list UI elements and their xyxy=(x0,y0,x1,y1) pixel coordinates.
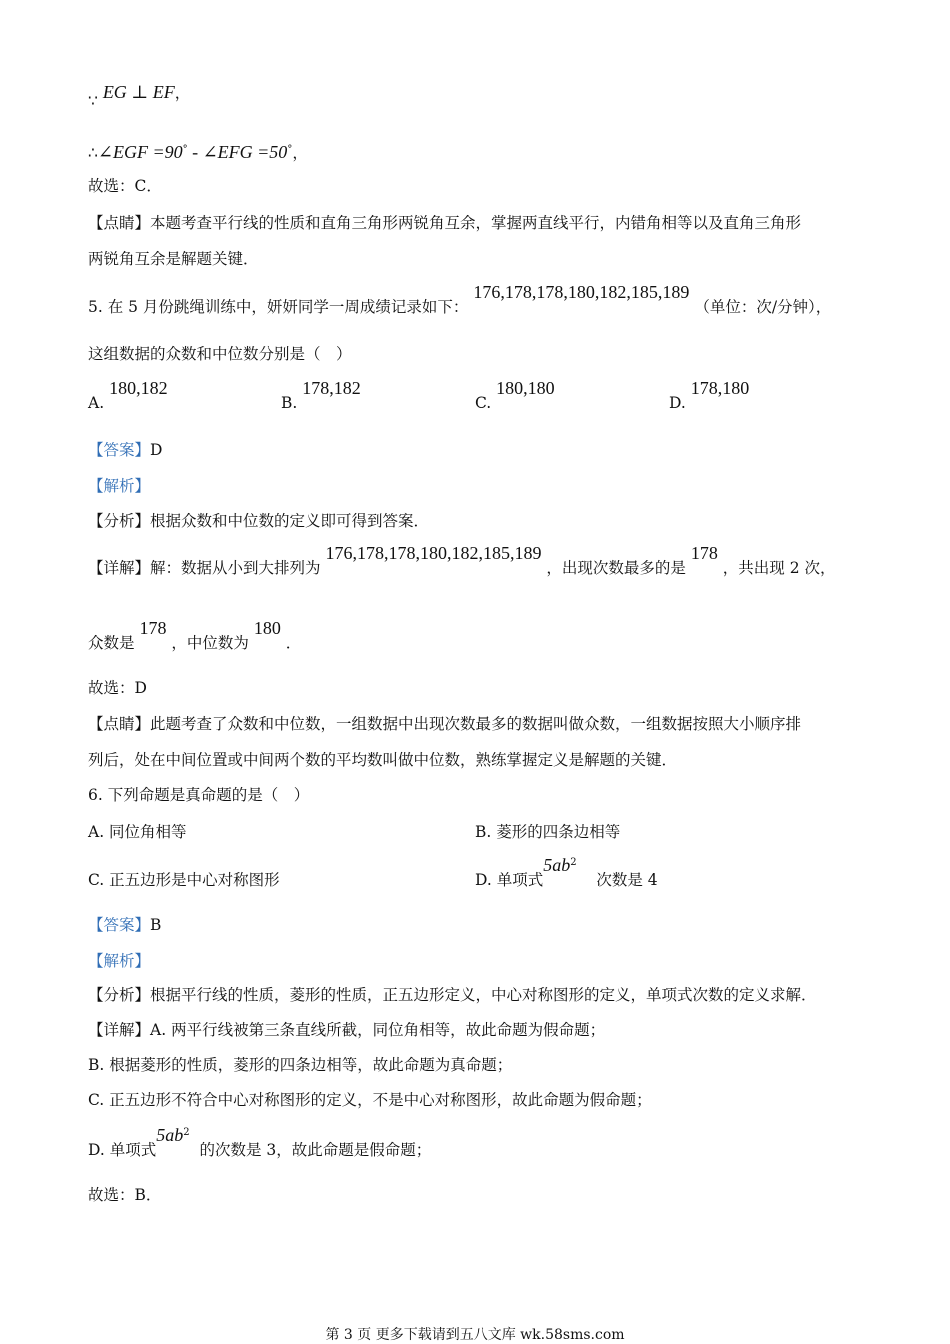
q5-stem-c: 这组数据的众数和中位数分别是（ ） xyxy=(88,345,352,363)
option-label: A. xyxy=(88,394,105,412)
option-text-b: 次数是 4 xyxy=(596,871,658,889)
dianjing-1-line-b: 两锐角互余是解题关键． xyxy=(88,250,259,268)
q5-unit: （单位：次/分钟）， xyxy=(694,298,832,316)
angle-expression-a: ∠EGF =90 xyxy=(97,142,183,163)
q6-fenxi xyxy=(88,985,817,1005)
fenxi-text: 根据平行线的性质，菱形的性质，正五边形定义，中心对称图形的定义，单项式次数的定义求解． xyxy=(150,986,817,1004)
xiangjie-tag: 【详解】 xyxy=(88,559,151,577)
option-value: 180,182 xyxy=(109,378,168,398)
option-label: D. xyxy=(669,394,686,412)
q6-line-c: C. 正五边形不符合中心对称图形的定义，不是中心对称图形，故此命题为假命题； xyxy=(88,1091,652,1109)
degree-sign: ° xyxy=(287,144,293,155)
q5-choose: 故选：D xyxy=(88,679,147,697)
q5-mode-median xyxy=(88,618,302,653)
degree-sign: ° xyxy=(182,144,188,155)
mode-label: 众数是 xyxy=(88,634,135,652)
xiangjie-text: 解：数据从小到大排列为 xyxy=(150,559,321,577)
comma: ， xyxy=(174,84,191,102)
monomial-exponent: 2 xyxy=(570,856,577,868)
median-label: ，中位数为 xyxy=(171,634,249,652)
dianjing-tag: 【点睛】 xyxy=(88,715,151,733)
line-d-text: D. 单项式 xyxy=(88,1141,157,1160)
dianjing-1-line-a xyxy=(88,213,801,233)
q5-option-d[interactable] xyxy=(669,378,750,413)
q5-option-a[interactable] xyxy=(88,378,168,413)
dianjing-tag: 【点睛】 xyxy=(88,214,151,232)
because-line xyxy=(88,82,191,110)
therefore-symbol: ∴ xyxy=(88,144,98,163)
q6-option-c[interactable]: C. 正五边形是中心对称图形 xyxy=(88,871,280,889)
q6-option-b[interactable]: B. 菱形的四条边相等 xyxy=(475,823,621,841)
xiangjie-text-c: ，共出现 2 次， xyxy=(722,559,836,577)
q5-option-b[interactable] xyxy=(281,378,361,413)
option-label: C. xyxy=(475,394,492,412)
q5-xiangjie xyxy=(88,543,836,578)
xiangjie-data: 176,178,178,180,182,185,189 xyxy=(325,543,542,563)
q5-data: 176,178,178,180,182,185,189 xyxy=(473,282,690,302)
answer-value: B xyxy=(150,916,162,934)
q5-jiexi: 【解析】 xyxy=(88,477,151,495)
q5-option-c[interactable] xyxy=(475,378,555,413)
q5-answer xyxy=(88,440,162,460)
option-value: 180,180 xyxy=(496,378,555,398)
xiangjie-text-b: ，出现次数最多的是 xyxy=(546,559,686,577)
monomial: 5ab xyxy=(156,1125,184,1146)
fenxi-tag: 【分析】 xyxy=(88,512,151,530)
period: ． xyxy=(285,634,302,652)
option-text: D. 单项式 xyxy=(475,871,544,889)
q6-line-d xyxy=(88,1125,432,1160)
mode-value: 178 xyxy=(139,618,167,638)
choose-c: 故选：C． xyxy=(88,177,162,195)
q6-jiexi: 【解析】 xyxy=(88,952,151,970)
option-value: 178,180 xyxy=(690,378,750,398)
comma: ， xyxy=(292,144,308,163)
fenxi-text: 根据众数和中位数的定义即可得到答案． xyxy=(150,512,430,530)
q6-stem: 6. 下列命题是真命题的是（ ） xyxy=(88,786,310,804)
because-symbol: ∵ xyxy=(88,92,98,110)
fenxi-tag: 【分析】 xyxy=(88,986,151,1004)
q5-stem-text: 5. 在 5 月份跳绳训练中，妍妍同学一周成绩记录如下： xyxy=(88,298,469,316)
option-value: 178,182 xyxy=(302,378,361,398)
xiangjie-text: A. 两平行线被第三条直线所截，同位角相等，故此命题为假命题； xyxy=(150,1021,606,1039)
q5-fenxi xyxy=(88,511,429,531)
dianjing-text: 本题考查平行线的性质和直角三角形两锐角互余，掌握两直线平行，内错角相等以及直角三角形 xyxy=(150,214,802,232)
q6-choose: 故选：B． xyxy=(88,1186,162,1204)
angle-expression-b: ∠EFG =50 xyxy=(202,142,288,163)
xiangjie-tag: 【详解】 xyxy=(88,1021,151,1039)
q6-xiangjie xyxy=(88,1020,605,1040)
q5-stem xyxy=(88,282,832,317)
monomial-exponent: 2 xyxy=(183,1127,190,1138)
mode-value: 178 xyxy=(690,543,718,563)
answer-tag: 【答案】 xyxy=(88,916,151,934)
option-label: B. xyxy=(281,394,298,412)
minus-sign: - xyxy=(187,142,203,163)
therefore-line xyxy=(88,140,308,163)
monomial: 5ab xyxy=(543,855,571,875)
q6-answer xyxy=(88,915,161,935)
line-d-text-b: 的次数是 3，故此命题是假命题； xyxy=(199,1141,432,1160)
q5-dianjing-a xyxy=(88,714,801,734)
q5-dianjing-b: 列后，处在中间位置或中间两个数的平均数叫做中位数，熟练掌握定义是解题的关键． xyxy=(88,751,678,769)
median-value: 180 xyxy=(253,618,281,638)
page-footer: 第 3 页 更多下载请到五八文库 wk.58sms.com xyxy=(325,1327,625,1343)
answer-tag: 【答案】 xyxy=(88,441,151,459)
q6-line-b: B. 根据菱形的性质，菱形的四条边相等，故此命题为真命题； xyxy=(88,1056,513,1074)
q6-option-d[interactable] xyxy=(475,855,658,890)
answer-value: D xyxy=(150,441,163,459)
dianjing-text: 此题考查了众数和中位数，一组数据中出现次数最多的数据叫做众数，一组数据按照大小顺序排 xyxy=(150,715,802,733)
perp-expression: EG ⊥ EF xyxy=(102,82,175,102)
q6-option-a[interactable]: A. 同位角相等 xyxy=(88,823,187,841)
